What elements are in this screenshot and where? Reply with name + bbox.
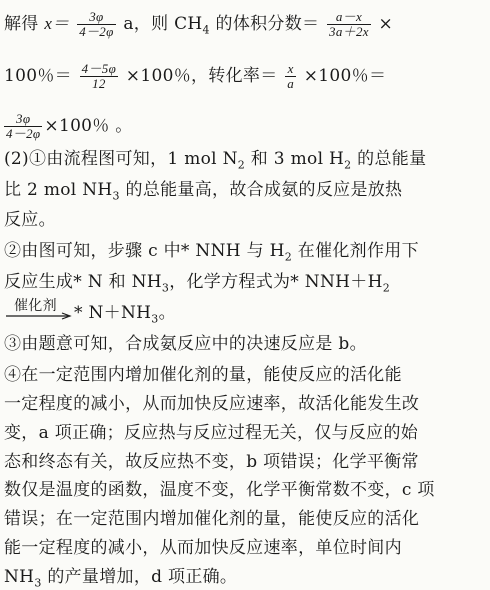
subscript: 2: [344, 158, 352, 172]
fraction: [285, 62, 296, 91]
text: ②由图可知，步骤 c 中* NNH 与 H: [4, 241, 285, 261]
fraction-numerator: x: [285, 62, 296, 77]
fraction: [4, 112, 42, 141]
text: 和 3 mol H: [245, 149, 345, 169]
fraction: [77, 10, 115, 39]
fraction-denominator: 12: [92, 76, 106, 91]
fraction-denominator: a: [287, 76, 295, 91]
line-8: [4, 271, 484, 293]
text: 的产量增加，d 项正确。: [41, 567, 238, 587]
text: 的体积分数＝: [209, 14, 320, 34]
text: ×100％，转化率＝: [125, 66, 278, 86]
text: ，化学方程式为* NNH＋H: [169, 272, 383, 292]
line-12: [4, 393, 484, 415]
text: ×: [378, 14, 394, 34]
text: 的总能量高，故合成氨的反应是放热: [119, 180, 403, 200]
text: 一定程度的减小，从而加快反应速率，故活化能发生改: [4, 394, 420, 414]
line-16: [4, 508, 484, 530]
line-14: [4, 451, 484, 473]
text: 变，a 项正确；反应热与反应过程无关，仅与反应的始: [4, 423, 419, 443]
text: 反应。: [4, 210, 56, 230]
line-18: [4, 566, 484, 588]
line-5: [4, 179, 484, 201]
text: 错误；在一定范围内增加催化剂的量，能使反应的活化: [4, 509, 420, 529]
fraction-denominator: 4－2φ: [6, 126, 41, 141]
line-15: [4, 479, 484, 501]
text: a，则 CH: [123, 14, 203, 34]
subscript: 3: [34, 576, 42, 590]
text: 的总能量: [351, 149, 427, 169]
subscript: 3: [161, 281, 170, 295]
subscript: 4: [202, 23, 210, 37]
fraction-denominator: 4－2φ: [79, 24, 114, 39]
catalyst-label: 催化剂: [14, 298, 57, 314]
text: NH: [4, 567, 35, 587]
text: 能一定程度的减小，从而加快反应速率，单位时间内: [4, 538, 402, 558]
line-10: [4, 333, 484, 355]
fraction-denominator: 3a＋2x: [329, 24, 369, 39]
text: 。: [158, 303, 176, 323]
text: (2)①由流程图可知，1 mol N: [4, 149, 238, 169]
line-6: [4, 209, 484, 231]
fraction: [327, 10, 371, 39]
fraction-numerator: a－x: [327, 10, 371, 25]
text: x＝: [44, 14, 70, 33]
text: 反应生成* N 和 NH: [4, 272, 162, 292]
line-3: [4, 112, 484, 141]
text: 比 2 mol NH: [4, 180, 113, 200]
fraction-numerator: 3φ: [4, 112, 42, 127]
text: ×100％＝: [303, 66, 387, 86]
fraction-numerator: 3φ: [77, 10, 115, 25]
text: ③由题意可知，合成氨反应中的决速反应是 b。: [4, 334, 367, 354]
text: 在催化剂作用下: [292, 241, 419, 261]
text: 态和终态有关，故反应热不变，b 项错误；化学平衡常: [4, 452, 419, 472]
subscript: 3: [151, 312, 159, 326]
text: ④在一定范围内增加催化剂的量，能使反应的活化能: [4, 365, 402, 385]
line-9: [4, 298, 484, 326]
line-7: [4, 240, 484, 262]
subscript: 2: [237, 158, 246, 172]
subscript: 2: [284, 250, 293, 264]
subscript: 2: [382, 281, 391, 295]
line-4: [4, 148, 484, 170]
line-11: [4, 364, 484, 386]
line-13: [4, 422, 484, 444]
text: 解得: [4, 14, 39, 34]
line-17: [4, 537, 484, 559]
line-1: [4, 10, 484, 39]
text: 数仅是温度的函数，温度不变，化学平衡常数不变，c 项: [4, 480, 435, 500]
arrow-icon: [4, 312, 74, 320]
subscript: 3: [112, 189, 120, 203]
fraction: [80, 62, 118, 91]
fraction-numerator: 4－5φ: [81, 61, 117, 76]
text: * N＋NH: [74, 303, 152, 323]
line-2: [4, 62, 484, 91]
text: 100％＝: [4, 66, 72, 86]
reaction-arrow: [4, 298, 74, 324]
text: ×100％ 。: [44, 116, 133, 136]
